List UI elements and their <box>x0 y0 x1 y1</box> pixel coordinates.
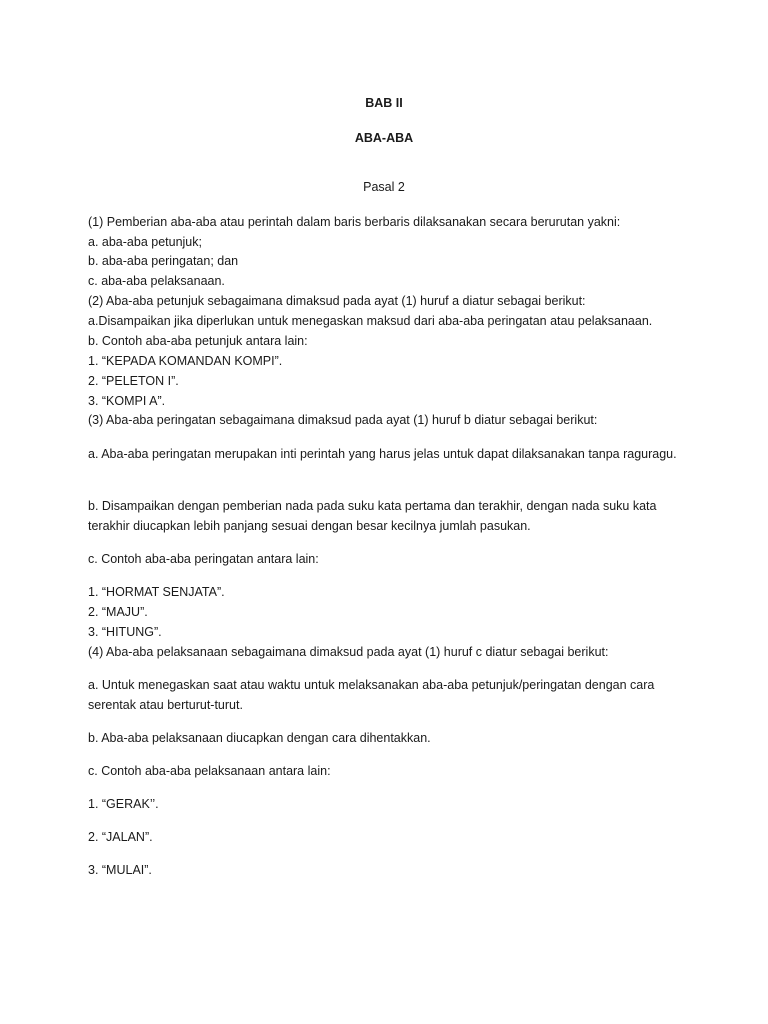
paragraph-line: b. aba-aba peringatan; dan <box>88 254 239 268</box>
paragraph-line: (2) Aba-aba petunjuk sebagaimana dimaksud pada ayat (1) huruf a diatur sebagai berikut: <box>88 294 586 308</box>
paragraph-line: b. Aba-aba pelaksanaan diucapkan dengan cara dihentakkan. <box>88 731 431 745</box>
paragraph-line: a. aba-aba petunjuk; <box>88 235 202 249</box>
list-item: 3. “KOMPI A”. <box>88 394 166 408</box>
list-item: 1. “KEPADA KOMANDAN KOMPI”. <box>88 354 283 368</box>
list-item: 1. “HORMAT SENJATA”. <box>88 585 225 599</box>
paragraph-line: (4) Aba-aba pelaksanaan sebagaimana dimaksud pada ayat (1) huruf c diatur sebagai berikut: <box>88 645 609 659</box>
paragraph-line: (1) Pemberian aba-aba atau perintah dalam baris berbaris dilaksanakan secara berurutan yakni: <box>88 215 621 229</box>
list-item: 3. “MULAI”. <box>88 863 152 877</box>
paragraph: a. Untuk menegaskan saat atau waktu untuk melaksanakan aba-aba petunjuk/peringatan dengan cara serentak atau berturut-turut. <box>88 678 655 712</box>
list-item: 2. “JALAN”. <box>88 830 153 844</box>
list-item: 1. “GERAK’’. <box>88 797 159 811</box>
section-heading: Pasal 2 <box>363 180 405 194</box>
list-item: 2. “PELETON I”. <box>88 374 179 388</box>
paragraph: b. Disampaikan dengan pemberian nada pada suku kata pertama dan terakhir, dengan nada suku kata terakhir diucapkan lebih panjang sesuai dengan besar kecilnya jumlah pasukan. <box>88 499 657 533</box>
paragraph-line: a.Disampaikan jika diperlukan untuk menegaskan maksud dari aba-aba peringatan atau pelaksanaan. <box>88 314 653 328</box>
paragraph-line: (3) Aba-aba peringatan sebagaimana dimaksud pada ayat (1) huruf b diatur sebagai berikut: <box>88 413 598 427</box>
list-item: 2. “MAJU”. <box>88 605 148 619</box>
paragraph-line: b. Contoh aba-aba petunjuk antara lain: <box>88 334 308 348</box>
chapter-heading: BAB II <box>365 96 403 110</box>
list-item: 3. “HITUNG”. <box>88 625 162 639</box>
paragraph-line: c. Contoh aba-aba pelaksanaan antara lain: <box>88 764 331 778</box>
paragraph-line: c. aba-aba pelaksanaan. <box>88 274 225 288</box>
document-title: ABA-ABA <box>354 131 414 145</box>
paragraph-line: c. Contoh aba-aba peringatan antara lain: <box>88 552 319 566</box>
paragraph: a. Aba-aba peringatan merupakan inti perintah yang harus jelas untuk dapat dilaksanakan tanpa raguragu. <box>88 447 677 461</box>
